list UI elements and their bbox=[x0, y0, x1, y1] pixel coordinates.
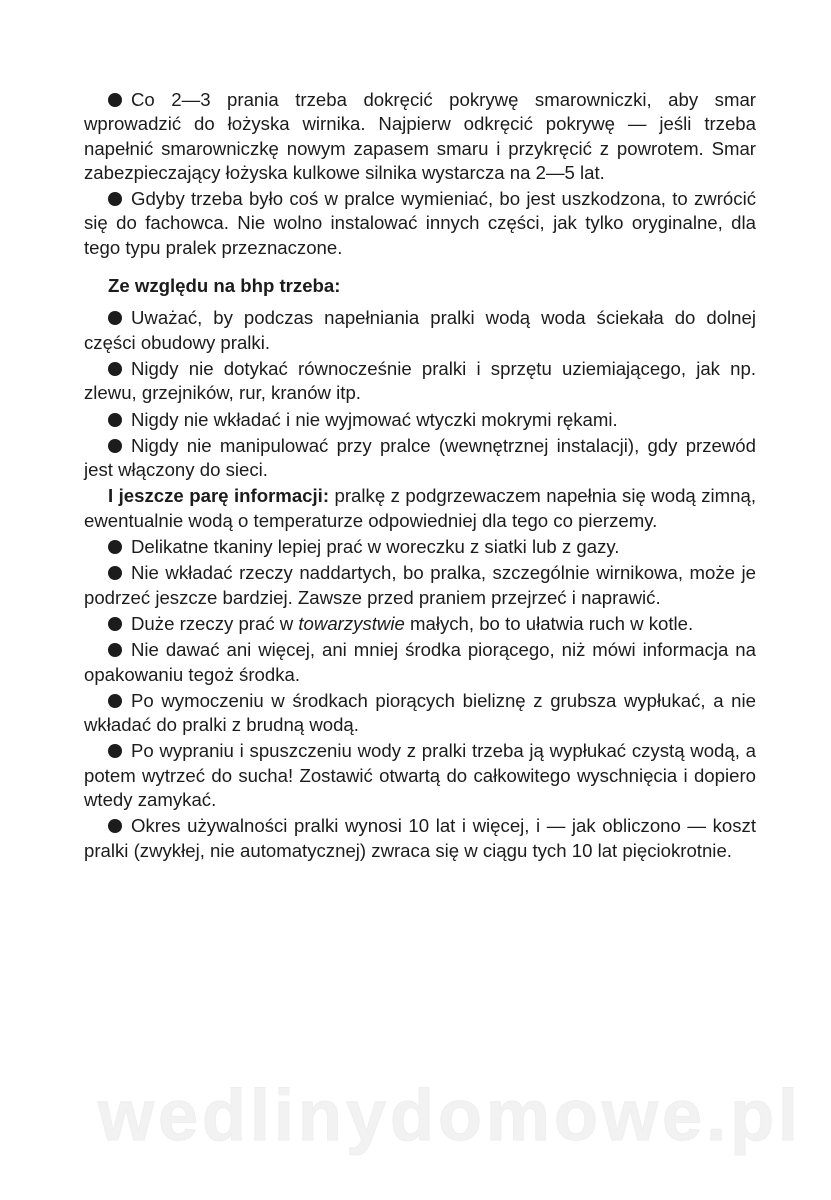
paragraph-text: Uważać, by podczas napełniania pralki wodą woda ściekała do dolnej części obudowy pralki. bbox=[84, 307, 756, 353]
paragraph-text: Co 2—3 prania trzeba dokręcić pokrywę smarowniczki, aby smar wprowadzić do łożyska wirnika. Najpierw odkręcić pokrywę — jeśli trzeba napełnić smarowniczkę nowym zapasem smaru i przykręcić z powrotem. Smar zabezpieczający łożyska kulkowe silnika wystarcza na 2—5 lat. bbox=[84, 89, 756, 183]
tip-2 bbox=[84, 561, 756, 610]
bullet-icon bbox=[108, 744, 122, 758]
paragraph-text: Nigdy nie dotykać równocześnie pralki i sprzętu uziemiającego, jak np. zlewu, grzejników, rur, kranów itp. bbox=[84, 357, 756, 404]
paragraph-text: Po wymoczeniu w środkach piorących bieliznę z grubsza wypłukać, a nie wkładać do pralki z brudną wodą. bbox=[84, 689, 756, 736]
bullet-icon bbox=[108, 439, 122, 453]
safety-item-2 bbox=[84, 357, 756, 406]
tip-1 bbox=[84, 535, 756, 559]
text-column bbox=[84, 88, 756, 865]
info-lead: I jeszcze parę informacji: bbox=[108, 485, 330, 507]
bullet-icon bbox=[108, 311, 122, 325]
bullet-icon bbox=[108, 93, 122, 107]
paragraph-text: Nie dawać ani więcej, ani mniej środka piorącego, niż mówi informacja na opakowaniu tegoż środka. bbox=[84, 639, 756, 685]
tip-3 bbox=[84, 612, 756, 636]
paragraph-text: Po wypraniu i spuszczeniu wody z pralki trzeba ją wypłukać czystą wodą, a potem wytrzeć do sucha! Zostawić otwartą do całkowitego wyschnięcia i dopiero wtedy zamykać. bbox=[84, 740, 756, 811]
paragraph-text: Nie wkładać rzeczy naddartych, bo pralka, szczególnie wirnikowa, może je podrzeć jeszcze bardziej. Zawsze przed praniem przejrzeć i naprawić. bbox=[84, 562, 756, 608]
safety-heading: Ze względu na bhp trzeba: bbox=[108, 275, 341, 297]
safety-item-1 bbox=[84, 306, 756, 355]
paragraph-text: Delikatne tkaniny lepiej prać w woreczku z siatki lub z gazy. bbox=[131, 536, 620, 558]
intro-paragraph-1 bbox=[84, 88, 756, 185]
watermark: wedlinydomowe.pl bbox=[98, 1076, 803, 1156]
tip-6 bbox=[84, 739, 756, 812]
paragraph-text: Okres używalności pralki wynosi 10 lat i więcej, i — jak obliczono — koszt pralki (zwykłej, nie automatycznej) zwraca się w ciągu tych 10 lat pięciokrotnie. bbox=[84, 815, 756, 861]
tip-7 bbox=[84, 814, 756, 863]
paragraph-text: Nigdy nie wkładać i nie wyjmować wtyczki mokrymi rękami. bbox=[131, 408, 618, 430]
paragraph-text-after: małych, bo to ułatwia ruch w kotle. bbox=[404, 612, 694, 634]
bullet-icon bbox=[108, 819, 122, 833]
safety-item-3 bbox=[84, 408, 756, 432]
bullet-icon bbox=[108, 617, 122, 631]
safety-item-4 bbox=[84, 434, 756, 483]
paragraph-text: Gdyby trzeba było coś w pralce wymieniać, bo jest uszkodzona, to zwrócić się do fachowca. Nie wolno instalować innych części, jak tylko oryginalne, dla tego typu pralek przeznaczone. bbox=[84, 188, 756, 258]
bullet-icon bbox=[108, 413, 122, 427]
italic-word: towarzystwie bbox=[298, 612, 405, 634]
bullet-icon bbox=[108, 566, 122, 580]
paragraph-text-before: Duże rzeczy prać w bbox=[131, 612, 299, 634]
tip-4 bbox=[84, 638, 756, 687]
bullet-icon bbox=[108, 192, 122, 206]
bullet-icon bbox=[108, 362, 122, 376]
bullet-icon bbox=[108, 694, 122, 708]
info-paragraph bbox=[84, 484, 756, 533]
paragraph-text: Nigdy nie manipulować przy pralce (wewnętrznej instalacji), gdy przewód jest włączony do sieci. bbox=[84, 434, 756, 481]
info-text: pralkę z podgrzewaczem napełnia się wodą zimną, ewentualnie wodą o temperaturze odpowiedniej dla tego co pierzemy. bbox=[84, 485, 756, 531]
intro-paragraph-2 bbox=[84, 187, 756, 260]
bullet-icon bbox=[108, 643, 122, 657]
bullet-icon bbox=[108, 540, 122, 554]
tip-5 bbox=[84, 689, 756, 738]
